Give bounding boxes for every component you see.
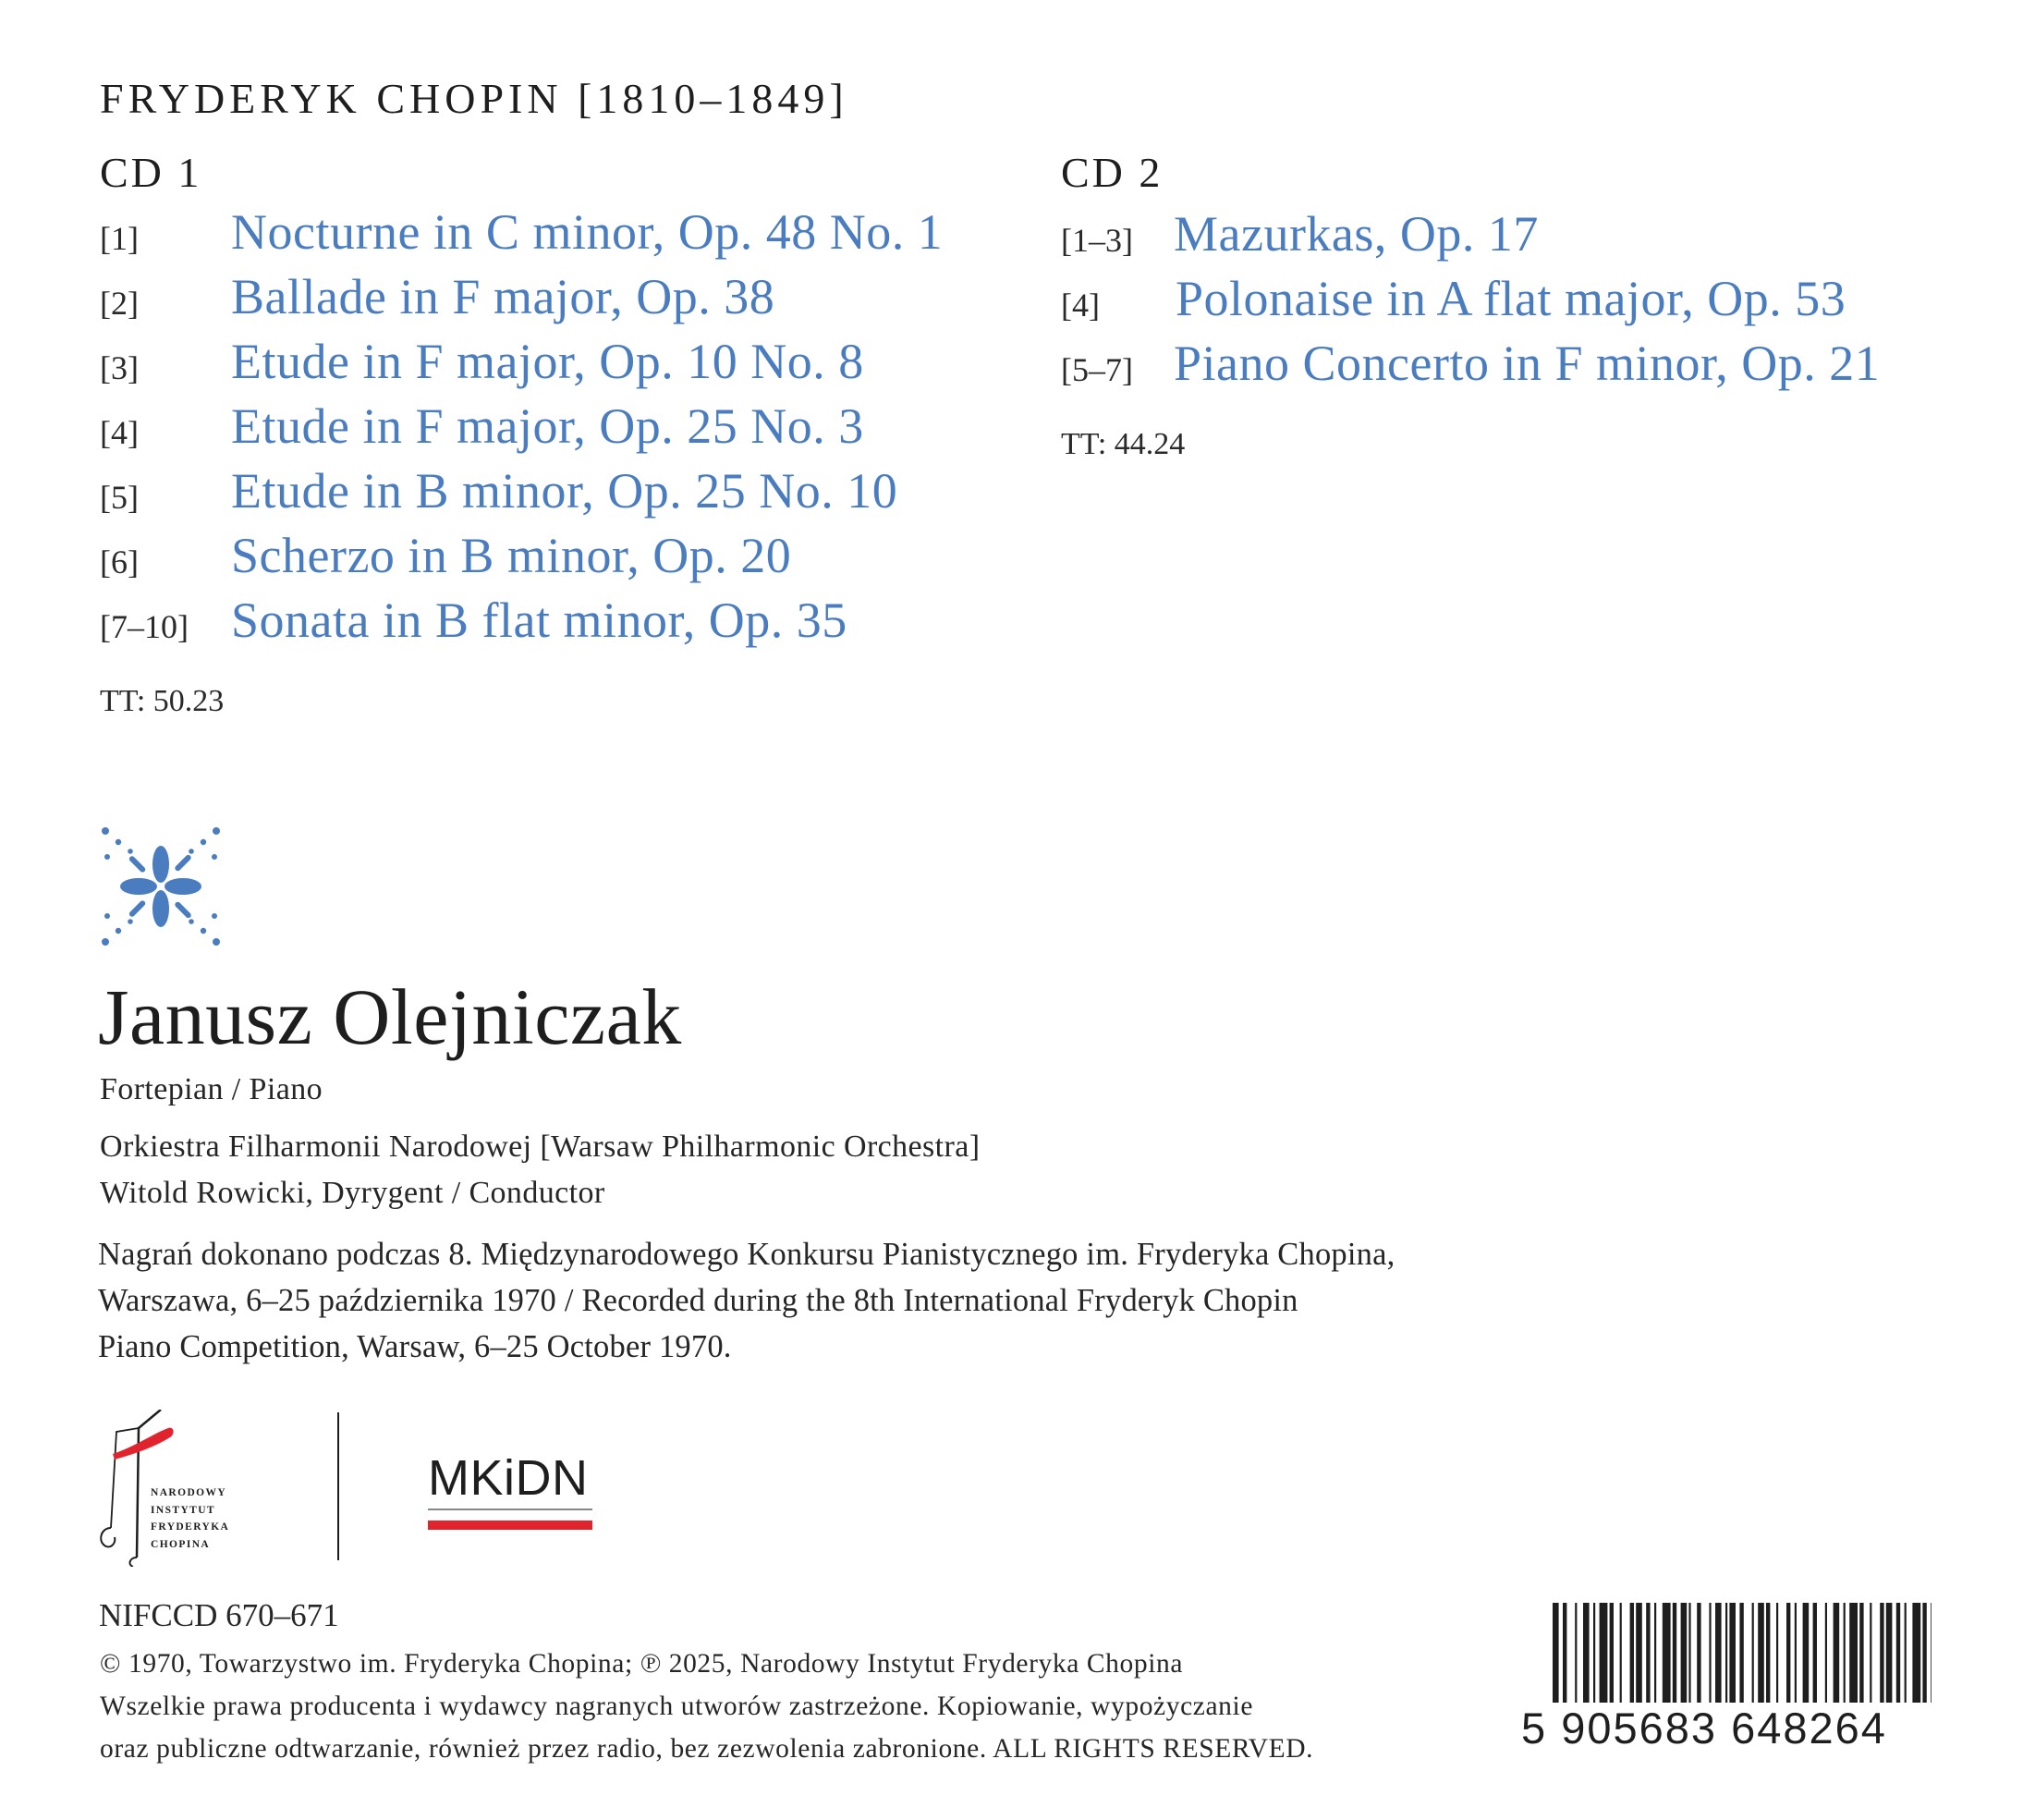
nifc-logo-text bbox=[151, 1484, 229, 1553]
copyright-line: oraz publiczne odtwarzanie, również przez radio, bez zezwolenia zabronione. ALL RIGHTS RESERVED. bbox=[100, 1734, 1314, 1764]
track-number: [1–3] bbox=[1061, 222, 1133, 259]
cd1-label: CD 1 bbox=[100, 149, 202, 196]
artist-role: Fortepian / Piano bbox=[100, 1072, 323, 1106]
nifc-line: NARODOWY bbox=[151, 1487, 227, 1498]
snowflake-ornament-icon bbox=[100, 825, 222, 947]
track-title: Ballade in F major, Op. 38 bbox=[231, 269, 775, 324]
track-title: Etude in F major, Op. 25 No. 3 bbox=[231, 398, 864, 454]
track-title: Etude in B minor, Op. 25 No. 10 bbox=[231, 463, 898, 519]
artist-name: Janusz Olejniczak bbox=[98, 972, 682, 1061]
recording-note-line: Warszawa, 6–25 października 1970 / Recorded during the 8th International Fryderyk Chopin bbox=[98, 1283, 1298, 1318]
track-title: Scherzo in B minor, Op. 20 bbox=[231, 528, 792, 583]
nifc-line: CHOPINA bbox=[151, 1538, 211, 1550]
cd2-label: CD 2 bbox=[1061, 149, 1164, 196]
track-number: [7–10] bbox=[100, 608, 189, 645]
barcode-icon bbox=[1553, 1603, 1932, 1703]
track-number: [2] bbox=[100, 285, 139, 322]
nifc-line: FRYDERYKA bbox=[151, 1521, 230, 1533]
recording-note-line: Nagrań dokonano podczas 8. Międzynarodowego Konkursu Pianistycznego im. Fryderyka Chopina, bbox=[98, 1237, 1395, 1272]
conductor: Witold Rowicki, Dyrygent / Conductor bbox=[100, 1176, 605, 1210]
track-number: [5–7] bbox=[1061, 351, 1133, 388]
track-title: Polonaise in A flat major, Op. 53 bbox=[1176, 271, 1846, 326]
orchestra: Orkiestra Filharmonii Narodowej [Warsaw Philharmonic Orchestra] bbox=[100, 1130, 981, 1164]
track-title: Etude in F major, Op. 10 No. 8 bbox=[231, 334, 864, 389]
track-number: [3] bbox=[100, 349, 139, 386]
track-number: [1] bbox=[100, 220, 139, 257]
cd1-total-time: TT: 50.23 bbox=[100, 684, 225, 718]
track-title: Sonata in B flat minor, Op. 35 bbox=[231, 592, 847, 648]
copyright-line: © 1970, Towarzystwo im. Fryderyka Chopina; ℗ 2025, Narodowy Instytut Fryderyka Chopina bbox=[100, 1649, 1184, 1679]
track-number: [6] bbox=[100, 544, 139, 580]
catalog-number: NIFCCD 670–671 bbox=[99, 1597, 339, 1633]
mkidn-rule bbox=[428, 1509, 592, 1510]
track-number: [4] bbox=[1061, 287, 1100, 324]
logo-divider bbox=[337, 1412, 339, 1560]
track-number: [5] bbox=[100, 479, 139, 516]
mkidn-accent-bar bbox=[428, 1521, 592, 1530]
track-title: Mazurkas, Op. 17 bbox=[1174, 206, 1539, 262]
barcode-digits: 5 905683 648264 bbox=[1521, 1704, 1887, 1753]
track-number: [4] bbox=[100, 414, 139, 451]
nifc-line: INSTYTUT bbox=[151, 1504, 215, 1516]
composer-heading: FRYDERYK CHOPIN [1810–1849] bbox=[100, 75, 848, 122]
cd2-total-time: TT: 44.24 bbox=[1061, 427, 1186, 461]
track-title: Piano Concerto in F minor, Op. 21 bbox=[1174, 336, 1881, 391]
track-title: Nocturne in C minor, Op. 48 No. 1 bbox=[231, 204, 944, 260]
copyright-line: Wszelkie prawa producenta i wydawcy nagranych utworów zastrzeżone. Kopiowanie, wypożyczanie bbox=[100, 1692, 1254, 1721]
recording-note-line: Piano Competition, Warsaw, 6–25 October 1970. bbox=[98, 1329, 732, 1364]
mkidn-logo: MKiDN bbox=[428, 1450, 589, 1506]
